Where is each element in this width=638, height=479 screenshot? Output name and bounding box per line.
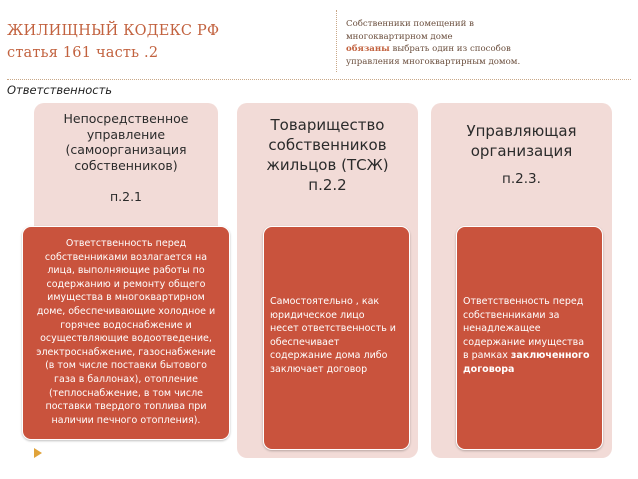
body-line: поставки твердого топлива при [45, 401, 207, 413]
responsibility-box-direct [22, 226, 230, 440]
body-line: собственниками за [463, 309, 560, 321]
section-label: Ответственность [7, 83, 113, 97]
heading-line: Непосредственное [63, 111, 189, 126]
body-line: содержание дома либо [270, 350, 388, 362]
column-reference: п.2.3. [502, 171, 541, 187]
note-line-3-rest: выбрать один из способов [389, 44, 511, 55]
heading-line: (самоорганизация [65, 142, 187, 157]
body-line: осуществляющие водоотведение, [40, 333, 212, 345]
heading-line: Товарищество [270, 116, 385, 134]
body-line: горячее водоснабжение и [60, 319, 192, 331]
body-line: электроснабжение, газоснабжение [36, 346, 216, 358]
column-reference: п.2.1 [109, 189, 143, 204]
heading-line: п.2.2 [308, 176, 347, 194]
responsibility-box-company [456, 226, 603, 450]
body-line: юридическое лицо [270, 309, 365, 321]
heading-line: собственников [268, 136, 387, 154]
vertical-divider [336, 10, 337, 72]
heading-line: жильцов (ТСЖ) [266, 156, 389, 174]
column-heading [237, 115, 418, 195]
heading-line: собственников) [74, 157, 178, 173]
body-line: заключает договор [270, 363, 368, 375]
body-line: ненадлежащее [463, 323, 541, 335]
body-line: обеспечивает [270, 336, 340, 348]
body-line: Самостоятельно , как [270, 296, 380, 307]
note-line-4: управления многоквартирным домом. [346, 56, 521, 67]
body-line: доме, обеспечивающие холодное и [36, 305, 216, 317]
body-line: (теплоснабжение, в том числе [48, 387, 204, 399]
heading-line: Управляющая [466, 122, 577, 140]
heading-line: управление [86, 126, 166, 142]
heading-line: организация [470, 142, 573, 160]
body-line: содержание имущества [463, 336, 585, 348]
body-line [463, 349, 596, 363]
note-emphasis: обязаны [346, 44, 390, 55]
body-line: содержанию и ремонту общего [46, 278, 206, 290]
body-line: несет ответственность и [270, 323, 396, 335]
note-line-2: многоквартирном доме [346, 31, 453, 42]
body-line: имущества в многоквартирном [47, 292, 205, 304]
column-heading [431, 121, 612, 161]
column-heading [34, 111, 218, 173]
horizontal-divider [7, 79, 631, 80]
body-line: газа в баллонах), отопление [54, 373, 198, 385]
body-line: наличии печного отопления). [51, 414, 201, 426]
body-line: лица, выполняющие работы по [47, 265, 205, 277]
title-line-1: ЖИЛИЩНЫЙ КОДЕКС РФ [7, 23, 220, 39]
slide-bullet-arrow-icon [34, 448, 42, 458]
body-bold-text: договора [463, 363, 515, 375]
note-line-1: Собственники помещений в [346, 19, 474, 29]
body-text: в рамках [463, 350, 511, 362]
page-title [7, 20, 307, 64]
title-line-2: статья 161 часть .2 [7, 45, 159, 61]
body-line: собственниками возлагается на [44, 251, 208, 263]
body-bold-text: заключенного [510, 350, 590, 362]
header-note [346, 18, 626, 68]
body-line: (в том числе поставки бытового [45, 360, 207, 372]
body-line [463, 363, 596, 377]
body-line: Ответственность перед [463, 296, 584, 307]
note-line-3 [346, 43, 626, 56]
responsibility-box-hoa [263, 226, 410, 450]
body-line: Ответственность перед [65, 238, 187, 249]
